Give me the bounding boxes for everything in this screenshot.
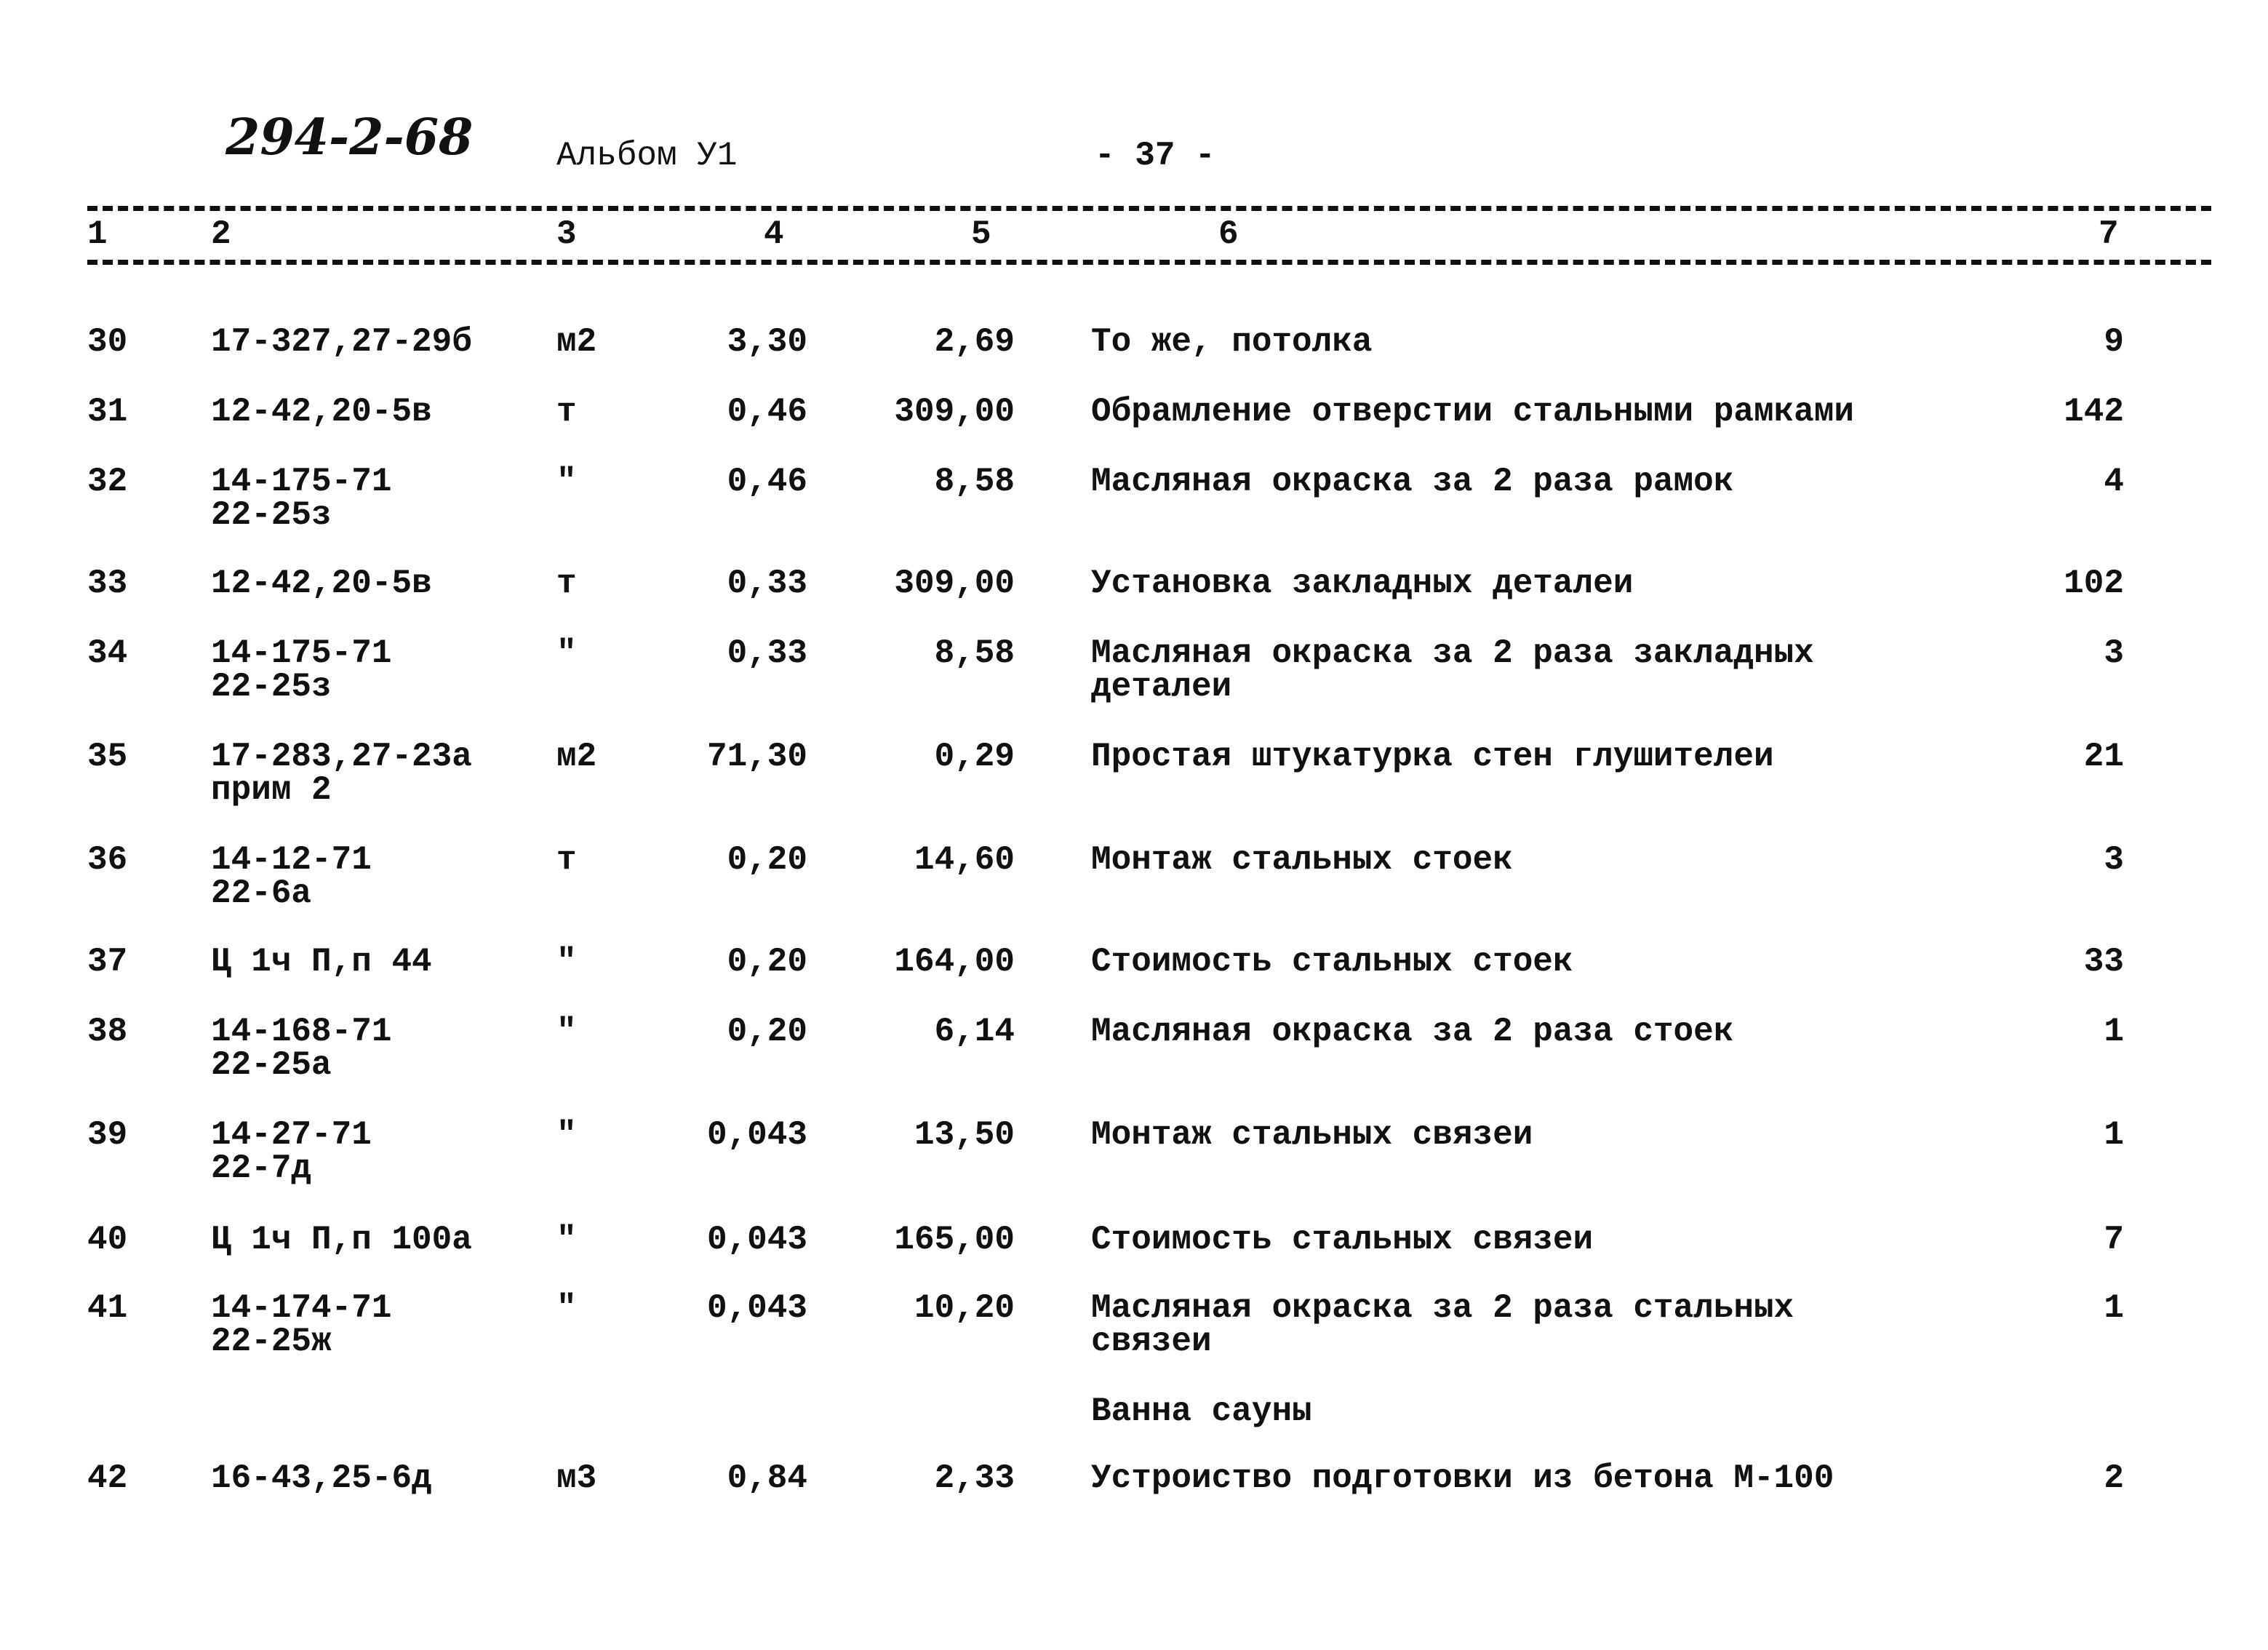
unit: м2 bbox=[556, 323, 597, 361]
unit: т bbox=[556, 841, 577, 879]
norm-code: 12-42,20-5в bbox=[211, 565, 432, 602]
quantity: 71,30 bbox=[706, 738, 807, 776]
unit-price: 2,69 bbox=[934, 323, 1015, 361]
total: 3 bbox=[2104, 841, 2124, 879]
norm-code: 16-43,25-6д bbox=[211, 1459, 432, 1497]
work-description: Масляная окраска за 2 раза рамок bbox=[1091, 463, 1734, 501]
quantity: 0,33 bbox=[727, 565, 807, 602]
work-description: Масляная окраска за 2 раза стальных bbox=[1091, 1289, 1794, 1327]
row-number: 37 bbox=[87, 943, 128, 981]
column-header-1: 1 bbox=[87, 215, 108, 253]
work-description: Монтаж стальных стоек bbox=[1091, 841, 1513, 879]
norm-code: 14-175-71 bbox=[211, 634, 392, 672]
row-number: 36 bbox=[87, 841, 128, 879]
norm-code: прим 2 bbox=[211, 771, 332, 809]
row-number: 34 bbox=[87, 634, 128, 672]
work-description: Стоимость стальных связеи bbox=[1091, 1221, 1594, 1259]
norm-code: 22-25з bbox=[211, 496, 332, 534]
unit: " bbox=[556, 1013, 577, 1051]
unit-price: 10,20 bbox=[914, 1289, 1015, 1327]
work-description: Стоимость стальных стоек bbox=[1091, 943, 1573, 981]
norm-code: 22-7д bbox=[211, 1149, 312, 1187]
unit: " bbox=[556, 943, 577, 981]
row-number: 41 bbox=[87, 1289, 128, 1327]
row-number: 35 bbox=[87, 738, 128, 776]
unit-price: 8,58 bbox=[934, 634, 1015, 672]
total: 2 bbox=[2104, 1459, 2124, 1497]
norm-code: 14-174-71 bbox=[211, 1289, 392, 1327]
norm-code: 12-42,20-5в bbox=[211, 393, 432, 431]
row-number: 30 bbox=[87, 323, 128, 361]
work-description: Масляная окраска за 2 раза стоек bbox=[1091, 1013, 1734, 1051]
row-number: 39 bbox=[87, 1116, 128, 1154]
quantity: 0,043 bbox=[706, 1221, 807, 1259]
row-number: 32 bbox=[87, 463, 128, 501]
work-description: Монтаж стальных связеи bbox=[1091, 1116, 1533, 1154]
work-description: Масляная окраска за 2 раза закладных bbox=[1091, 634, 1814, 672]
unit: " bbox=[556, 1221, 577, 1259]
row-number: 31 bbox=[87, 393, 128, 431]
total: 9 bbox=[2104, 323, 2124, 361]
column-header-3: 3 bbox=[556, 215, 577, 253]
norm-code: 14-27-71 bbox=[211, 1116, 372, 1154]
work-description: Ванна сауны bbox=[1091, 1392, 1312, 1430]
unit: " bbox=[556, 463, 577, 501]
unit: " bbox=[556, 1289, 577, 1327]
quantity: 0,20 bbox=[727, 943, 807, 981]
row-number: 42 bbox=[87, 1459, 128, 1497]
norm-code: 14-168-71 bbox=[211, 1013, 392, 1051]
total: 1 bbox=[2104, 1013, 2124, 1051]
work-description: Устроиство подготовки из бетона М-100 bbox=[1091, 1459, 1834, 1497]
norm-code: Ц 1ч П,п 44 bbox=[211, 943, 432, 981]
total: 1 bbox=[2104, 1289, 2124, 1327]
unit-price: 8,58 bbox=[934, 463, 1015, 501]
quantity: 0,20 bbox=[727, 1013, 807, 1051]
unit: м3 bbox=[556, 1459, 597, 1497]
unit-price: 6,14 bbox=[934, 1013, 1015, 1051]
quantity: 0,33 bbox=[727, 634, 807, 672]
unit-price: 164,00 bbox=[894, 943, 1015, 981]
norm-code: 22-25а bbox=[211, 1046, 332, 1084]
norm-code: 17-283,27-23а bbox=[211, 738, 472, 776]
unit: м2 bbox=[556, 738, 597, 776]
row-number: 40 bbox=[87, 1221, 128, 1259]
unit: т bbox=[556, 565, 577, 602]
norm-code: Ц 1ч П,п 100а bbox=[211, 1221, 472, 1259]
quantity: 0,043 bbox=[706, 1116, 807, 1154]
work-description: связеи bbox=[1091, 1323, 1212, 1360]
total: 7 bbox=[2104, 1221, 2124, 1259]
row-number: 38 bbox=[87, 1013, 128, 1051]
work-description: Простая штукатурка стен глушителеи bbox=[1091, 738, 1774, 776]
column-header-2: 2 bbox=[211, 215, 231, 253]
quantity: 3,30 bbox=[727, 323, 807, 361]
norm-code: 17-327,27-29б bbox=[211, 323, 472, 361]
total: 21 bbox=[2083, 738, 2124, 776]
total: 142 bbox=[2064, 393, 2124, 431]
total: 4 bbox=[2104, 463, 2124, 501]
unit-price: 309,00 bbox=[894, 393, 1015, 431]
column-header-7: 7 bbox=[2099, 215, 2119, 253]
page-number: - 37 - bbox=[1095, 137, 1215, 175]
unit-price: 0,29 bbox=[934, 738, 1015, 776]
row-number: 33 bbox=[87, 565, 128, 602]
unit-price: 165,00 bbox=[894, 1221, 1015, 1259]
total: 3 bbox=[2104, 634, 2124, 672]
document-number: 294-2-68 bbox=[225, 108, 474, 167]
unit-price: 309,00 bbox=[894, 565, 1015, 602]
unit-price: 14,60 bbox=[914, 841, 1015, 879]
work-description: деталеи bbox=[1091, 668, 1232, 706]
quantity: 0,043 bbox=[706, 1289, 807, 1327]
column-header-6: 6 bbox=[1218, 215, 1239, 253]
column-header-4: 4 bbox=[764, 215, 784, 253]
work-description: Обрамление отверстии стальными рамками bbox=[1091, 393, 1854, 431]
unit-price: 13,50 bbox=[914, 1116, 1015, 1154]
quantity: 0,46 bbox=[727, 393, 807, 431]
norm-code: 14-12-71 bbox=[211, 841, 372, 879]
unit-price: 2,33 bbox=[934, 1459, 1015, 1497]
column-header-5: 5 bbox=[971, 215, 991, 253]
total: 1 bbox=[2104, 1116, 2124, 1154]
total: 102 bbox=[2064, 565, 2124, 602]
quantity: 0,84 bbox=[727, 1459, 807, 1497]
unit: " bbox=[556, 1116, 577, 1154]
quantity: 0,20 bbox=[727, 841, 807, 879]
header-divider-top bbox=[87, 206, 2211, 211]
norm-code: 22-25з bbox=[211, 668, 332, 706]
work-description: То же, потолка bbox=[1091, 323, 1373, 361]
norm-code: 22-6а bbox=[211, 874, 312, 912]
unit: " bbox=[556, 634, 577, 672]
work-description: Установка закладных деталеи bbox=[1091, 565, 1634, 602]
norm-code: 22-25ж bbox=[211, 1323, 332, 1360]
unit: т bbox=[556, 393, 577, 431]
norm-code: 14-175-71 bbox=[211, 463, 392, 501]
quantity: 0,46 bbox=[727, 463, 807, 501]
album-label: Альбом У1 bbox=[556, 137, 738, 175]
total: 33 bbox=[2083, 943, 2124, 981]
header-divider-bottom bbox=[87, 260, 2211, 265]
